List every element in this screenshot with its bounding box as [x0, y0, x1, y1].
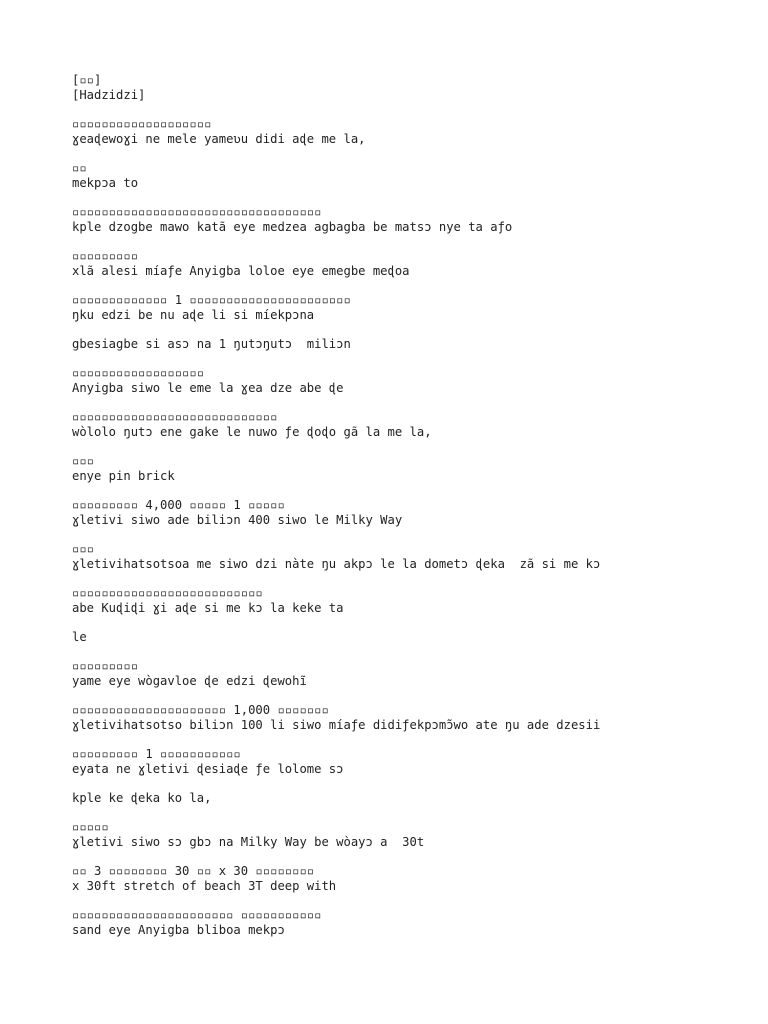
- placeholder-line: ▫▫▫▫▫▫▫▫▫▫▫▫▫▫▫▫▫▫▫▫▫▫ ▫▫▫▫▫▫▫▫▫▫▫: [72, 908, 322, 922]
- text-line: gbesiagbe si asɔ na 1 ŋutɔŋutɔ miliɔn: [72, 337, 351, 351]
- placeholder-line: ▫▫▫▫▫▫▫▫▫▫▫▫▫▫▫▫▫▫: [72, 366, 205, 380]
- text-line: mekpɔa to: [72, 176, 139, 190]
- text-line: ɣletivi siwo ade biliɔn 400 siwo le Milky Way: [72, 513, 403, 527]
- text-line: eyata ne ɣletivi ɖesiaɖe ƒe lolome sɔ: [72, 762, 344, 776]
- placeholder-line: ▫▫▫▫▫▫▫▫▫▫▫▫▫▫▫▫▫▫▫▫▫ 1,000 ▫▫▫▫▫▫▫: [72, 703, 329, 717]
- placeholder-line: ▫▫▫▫▫▫▫▫▫: [72, 249, 139, 263]
- text-line: x 30ft stretch of beach 3T deep with: [72, 879, 337, 893]
- placeholder-line: [▫▫]: [72, 73, 102, 87]
- text-line: yame eye wògavloe ɖe edzi ɖewohĩ: [72, 674, 307, 688]
- placeholder-line: ▫▫▫▫▫: [72, 820, 109, 834]
- text-line: le: [72, 630, 87, 644]
- text-line: ɣeaɖewoɣi ne mele yameʋu didi aɖe me la,: [72, 132, 366, 146]
- placeholder-line: ▫▫▫▫▫▫▫▫▫▫▫▫▫▫▫▫▫▫▫▫▫▫▫▫▫▫▫▫▫▫▫▫▫▫: [72, 205, 322, 219]
- text-line: kple dzogbe mawo katã eye medzea agbagba be matsɔ nye ta aƒo: [72, 220, 513, 234]
- text-line: kple ke ɖeka ko la,: [72, 791, 212, 805]
- text-line: ŋku edzi be nu aɖe li si míekpɔna: [72, 308, 315, 322]
- placeholder-line: ▫▫▫▫▫▫▫▫▫▫▫▫▫ 1 ▫▫▫▫▫▫▫▫▫▫▫▫▫▫▫▫▫▫▫▫▫▫: [72, 293, 351, 307]
- text-line: wòlolo ŋutɔ ene gake le nuwo ƒe ɖoɖo gã la me la,: [72, 425, 432, 439]
- text-line: ɣletivi siwo sɔ gbɔ na Milky Way be wòayɔ a 30t: [72, 835, 425, 849]
- placeholder-line: ▫▫▫▫▫▫▫▫▫▫▫▫▫▫▫▫▫▫▫▫▫▫▫▫▫▫: [72, 586, 263, 600]
- placeholder-line: ▫▫▫▫▫▫▫▫▫▫▫▫▫▫▫▫▫▫▫▫▫▫▫▫▫▫▫▫: [72, 410, 278, 424]
- placeholder-line: ▫▫▫▫▫▫▫▫▫ 1 ▫▫▫▫▫▫▫▫▫▫▫: [72, 747, 241, 761]
- text-line: ɣletivihatsotso biliɔn 100 li siwo míaƒe didiƒekpɔmɔ̃wo ate ŋu ade dzesii: [72, 718, 601, 732]
- placeholder-line: ▫▫▫: [72, 542, 95, 556]
- placeholder-line: ▫▫ 3 ▫▫▫▫▫▫▫▫ 30 ▫▫ x 30 ▫▫▫▫▫▫▫▫: [72, 864, 315, 878]
- text-line: [Hadzidzi]: [72, 88, 146, 102]
- placeholder-line: ▫▫▫▫▫▫▫▫▫▫▫▫▫▫▫▫▫▫▫: [72, 117, 212, 131]
- placeholder-line: ▫▫▫▫▫▫▫▫▫ 4,000 ▫▫▫▫▫ 1 ▫▫▫▫▫: [72, 498, 285, 512]
- text-line: enye pin brick: [72, 469, 175, 483]
- placeholder-line: ▫▫▫▫▫▫▫▫▫: [72, 659, 139, 673]
- placeholder-line: ▫▫: [72, 161, 87, 175]
- text-line: abe Kuɖiɖi ɣi aɖe si me kɔ la keke ta: [72, 601, 344, 615]
- text-line: Anyigba siwo le eme la ɣea dze abe ɖe: [72, 381, 344, 395]
- text-line: sand eye Anyigba bliboa mekpɔ: [72, 923, 285, 937]
- text-line: ɣletivihatsotsoa me siwo dzi nàte ŋu akpɔ le la dometɔ ɖeka zã si me kɔ: [72, 557, 601, 571]
- text-line: xlã alesi míaƒe Anyigba loloe eye emegbe meɖoa: [72, 264, 410, 278]
- placeholder-line: ▫▫▫: [72, 454, 95, 468]
